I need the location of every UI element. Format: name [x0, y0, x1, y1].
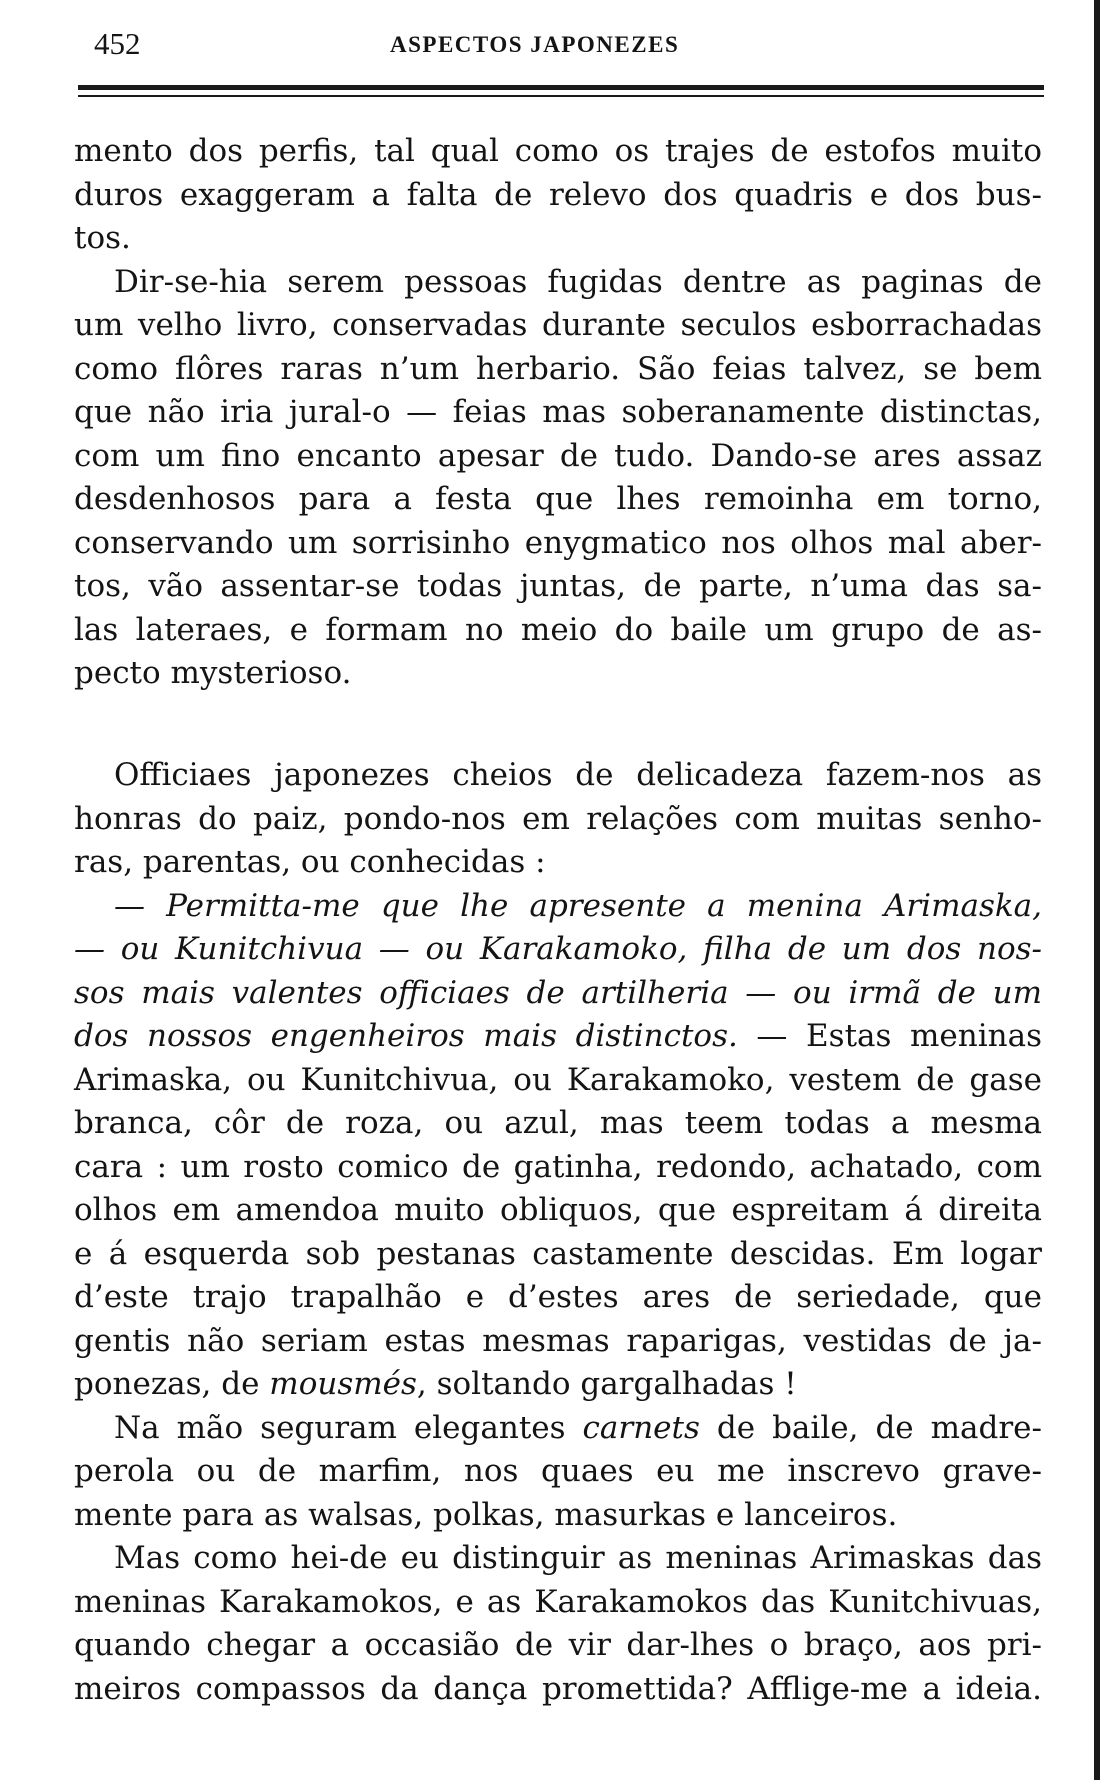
text-line — [74, 609, 1042, 653]
text-line — [74, 391, 1042, 435]
text-segment: olhos em amendoa muito obliquos, que espreitam á direita — [74, 1192, 1042, 1228]
text-line — [74, 1233, 1042, 1277]
italic-text-segment: dos nossos engenheiros mais distinctos. — [74, 1018, 738, 1054]
text-line — [74, 1494, 1042, 1538]
text-segment: duros exaggeram a falta de relevo dos quadris e dos bus- — [74, 176, 1042, 213]
text-line — [74, 1320, 1042, 1364]
text-line — [74, 1407, 1042, 1451]
text-segment: honras do paiz, pondo-nos em relações com muitas senho- — [74, 800, 1042, 837]
text-line — [74, 928, 1042, 972]
text-segment: mente para as walsas, polkas, masurkas e lanceiros. — [74, 1496, 898, 1533]
italic-text-segment: carnets — [582, 1409, 700, 1446]
text-segment: um velho livro, conservadas durante seculos esborrachadas — [74, 307, 1042, 343]
text-segment: e á esquerda sob pestanas castamente descidas. Em logar — [74, 1235, 1042, 1272]
text-segment: tos. — [74, 220, 131, 256]
italic-text-segment: mousmés — [269, 1366, 417, 1402]
text-segment: las lateraes, e formam no meio do baile um grupo de as- — [74, 611, 1042, 648]
text-segment: cara : um rosto comico de gatinha, redondo, achatado, com — [74, 1148, 1042, 1185]
text-segment: ponezas, de — [74, 1366, 270, 1402]
header-rule-thin — [78, 95, 1044, 97]
text-segment: com um fino encanto apesar de tudo. Dando-se ares assaz — [74, 437, 1042, 474]
text-line — [74, 754, 1042, 798]
text-segment: meninas Karakamokos, e as Karakamokos das Kunitchivuas, — [74, 1583, 1042, 1620]
header-rule-thick — [78, 85, 1044, 90]
text-line — [74, 565, 1042, 609]
text-line — [74, 1668, 1042, 1712]
text-line — [74, 130, 1042, 174]
italic-text-segment: — Permitta-me que lhe apresente a menina Arimaska, — [114, 887, 1042, 924]
text-line — [74, 841, 1042, 885]
text-segment: quando chegar a occasião de vir dar-lhes o braço, aos pri- — [74, 1627, 1042, 1663]
text-segment: Mas como hei-de eu distinguir as meninas Arimaskas das — [114, 1540, 1042, 1576]
text-line — [74, 798, 1042, 842]
text-segment: Officiaes japonezes cheios de delicadeza fazem-nos as — [114, 757, 1042, 793]
text-line — [74, 348, 1042, 392]
text-line — [74, 1276, 1042, 1320]
text-line — [74, 1363, 1042, 1407]
text-line — [74, 522, 1042, 566]
text-line — [74, 1015, 1042, 1059]
text-segment: , soltando gargalhadas ! — [416, 1366, 797, 1402]
text-line — [74, 885, 1042, 929]
text-line — [74, 261, 1042, 305]
text-line — [74, 1102, 1042, 1146]
text-line — [74, 435, 1042, 479]
text-line — [74, 972, 1042, 1016]
text-block-1 — [74, 130, 1042, 696]
text-segment: tos, vão assentar-se todas juntas, de parte, n’uma das sa- — [74, 568, 1042, 604]
text-segment: pecto mysterioso. — [74, 655, 352, 691]
text-segment: conservando um sorrisinho enygmatico nos olhos mal aber- — [74, 524, 1042, 561]
text-line — [74, 652, 1042, 696]
text-segment: d’este trajo trapalhão e d’estes ares de seriedade, que — [74, 1279, 1042, 1315]
text-line — [74, 1450, 1042, 1494]
text-segment: perola ou de marfim, nos quaes eu me inscrevo grave- — [74, 1453, 1042, 1489]
running-title: ASPECTOS JAPONEZES — [390, 32, 680, 57]
italic-text-segment: — ou Kunitchivua — ou Karakamoko, filha de um dos nos- — [74, 931, 1042, 967]
text-segment: branca, côr de roza, ou azul, mas teem todas a mesma — [74, 1105, 1042, 1141]
text-line — [74, 1146, 1042, 1190]
text-line — [74, 1581, 1042, 1625]
text-segment: Na mão seguram elegantes — [114, 1409, 583, 1446]
text-segment: mento dos perfis, tal qual como os trajes de estofos muito — [74, 133, 1042, 169]
text-segment: como flôres raras n’um herbario. São feias talvez, se bem — [74, 350, 1042, 387]
text-line — [74, 174, 1042, 218]
text-line — [74, 478, 1042, 522]
text-segment: meiros compassos da dança promettida? Afflige-me a ideia. — [74, 1670, 1042, 1707]
text-line — [74, 1624, 1042, 1668]
text-line — [74, 1189, 1042, 1233]
text-segment: que não iria jural-o — feias mas soberanamente distinctas, — [74, 394, 1042, 430]
text-segment: Dir-se-hia serem pessoas fugidas dentre as paginas de — [114, 263, 1042, 300]
text-line — [74, 1537, 1042, 1581]
text-line — [74, 304, 1042, 348]
text-segment: gentis não seriam estas mesmas raparigas, vestidas de ja- — [74, 1322, 1042, 1359]
page-header — [90, 22, 1040, 72]
text-segment: — Estas meninas — [737, 1018, 1042, 1054]
text-segment: de baile, de madre- — [699, 1409, 1043, 1446]
page-number: 452 — [94, 26, 141, 61]
text-segment: Arimaska, ou Kunitchivua, ou Karakamoko, vestem de gase — [74, 1061, 1042, 1098]
italic-text-segment: sos mais valentes officiaes de artilheria — ou irmã de um — [74, 974, 1042, 1011]
text-line — [74, 217, 1042, 261]
text-segment: ras, parentas, ou conhecidas : — [74, 844, 546, 880]
text-block-2 — [74, 754, 1042, 1711]
text-line — [74, 1059, 1042, 1103]
text-segment: desdenhosos para a festa que lhes remoinha em torno, — [74, 481, 1042, 517]
